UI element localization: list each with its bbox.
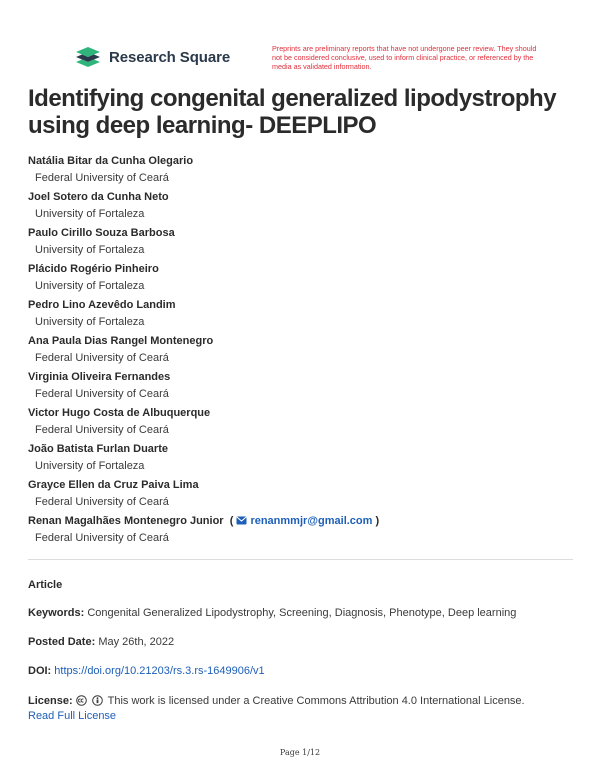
email-wrapper: ( renanmmjr@gmail.com ) <box>226 515 380 527</box>
doi-link[interactable]: https://doi.org/10.21203/rs.3.rs-1649906/v1 <box>54 665 265 677</box>
author-affiliation: Federal University of Ceará <box>35 424 169 436</box>
author-entry <box>28 298 568 334</box>
author-list <box>28 154 568 550</box>
read-full-license-link[interactable]: Read Full License <box>28 710 117 722</box>
author-entry <box>28 514 568 550</box>
author-name[interactable]: Paulo Cirillo Souza Barbosa <box>28 227 175 239</box>
posted-date-row <box>28 635 573 650</box>
author-affiliation: Federal University of Ceará <box>35 532 169 544</box>
article-type-label: Article <box>28 579 63 591</box>
article-type <box>28 578 573 593</box>
author-affiliation: Federal University of Ceará <box>35 496 169 508</box>
author-affiliation: Federal University of Ceará <box>35 388 169 400</box>
keywords-row <box>28 606 573 621</box>
author-name[interactable]: Virginia Oliveira Fernandes <box>28 371 171 383</box>
author-name[interactable]: Renan Magalhães Montenegro Junior <box>28 515 224 527</box>
keywords-value: Congenital Generalized Lipodystrophy, Screening, Diagnosis, Phenotype, Deep learning <box>87 607 517 619</box>
author-affiliation: University of Fortaleza <box>35 280 145 292</box>
author-name[interactable]: João Batista Furlan Duarte <box>28 443 168 455</box>
doi-row <box>28 664 573 679</box>
corresponding-author <box>28 514 568 531</box>
page-number: Page 1/12 <box>279 748 321 757</box>
author-affiliation: Federal University of Ceará <box>35 352 169 364</box>
section-divider <box>28 559 573 560</box>
author-entry <box>28 154 568 190</box>
author-affiliation: University of Fortaleza <box>35 460 145 472</box>
author-name[interactable]: Pedro Lino Azevêdo Landim <box>28 299 176 311</box>
license-text: This work is licensed under a Creative Commons Attribution 4.0 International License. <box>107 695 525 707</box>
author-entry <box>28 262 568 298</box>
author-affiliation: Federal University of Ceará <box>35 172 169 184</box>
author-email-link[interactable]: renanmmjr@gmail.com <box>250 515 373 527</box>
author-affiliation: University of Fortaleza <box>35 316 145 328</box>
keywords-label: Keywords: <box>28 607 85 619</box>
author-entry <box>28 334 568 370</box>
research-square-logo-icon <box>74 46 102 68</box>
posted-date-label: Posted Date: <box>28 636 96 648</box>
posted-date-value: May 26th, 2022 <box>98 636 175 648</box>
brand-name: Research Square <box>109 48 231 66</box>
author-entry <box>28 406 568 442</box>
author-entry <box>28 442 568 478</box>
license-row <box>28 694 573 724</box>
author-name[interactable]: Ana Paula Dias Rangel Montenegro <box>28 335 214 347</box>
author-entry <box>28 190 568 226</box>
envelope-icon <box>236 516 247 525</box>
preprint-disclaimer: Preprints are preliminary reports that have not undergone peer review. They should not be considered conclusive, used to inform clinical practice, or referenced by the media as validated information. <box>272 44 537 71</box>
author-entry <box>28 226 568 262</box>
author-entry <box>28 478 568 514</box>
doi-label: DOI: <box>28 665 52 677</box>
creative-commons-icon <box>76 695 87 706</box>
author-affiliation: University of Fortaleza <box>35 208 145 220</box>
paper-title: Identifying congenital generalized lipodystrophy using deep learning- DEEPLIPO <box>28 85 557 139</box>
author-name[interactable]: Natália Bitar da Cunha Olegario <box>28 155 194 167</box>
author-name[interactable]: Joel Sotero da Cunha Neto <box>28 191 169 203</box>
license-label: License: <box>28 695 73 707</box>
author-entry <box>28 370 568 406</box>
research-square-logo[interactable] <box>74 46 230 68</box>
attribution-icon <box>92 695 103 706</box>
author-affiliation: University of Fortaleza <box>35 244 145 256</box>
author-name[interactable]: Grayce Ellen da Cruz Paiva Lima <box>28 479 199 491</box>
author-name[interactable]: Plácido Rogério Pinheiro <box>28 263 159 275</box>
author-name[interactable]: Victor Hugo Costa de Albuquerque <box>28 407 211 419</box>
